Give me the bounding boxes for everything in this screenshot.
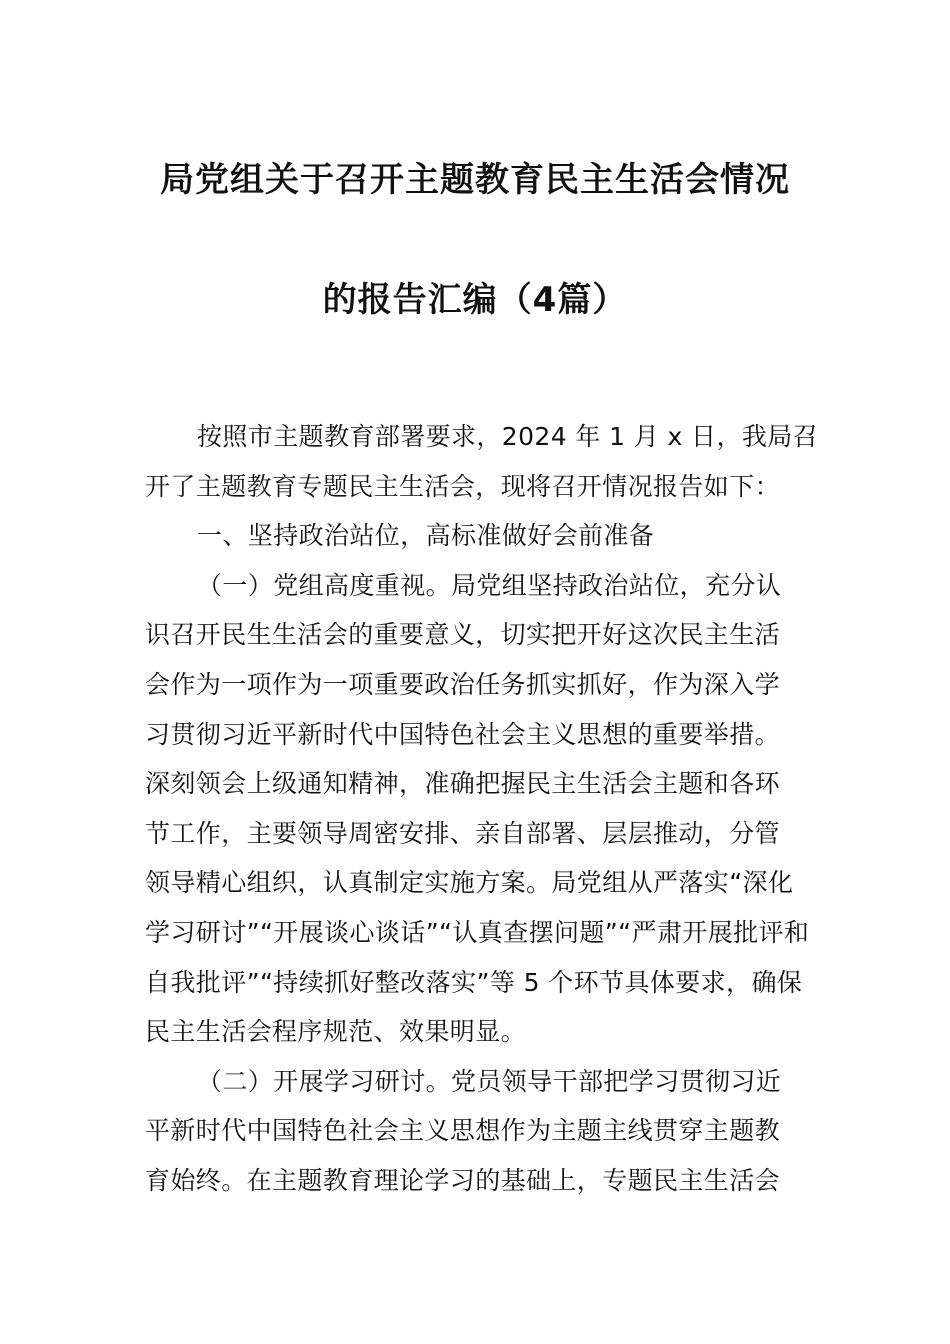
body-line: 会作为一项作为一项重要政治任务抓实抓好，作为深入学 <box>145 669 781 699</box>
body-line: 习贯彻习近平新时代中国特色社会主义思想的重要举措。 <box>145 719 781 749</box>
body-line: 领导精心组织，认真制定实施方案。局党组从严落实“深化 <box>145 868 794 898</box>
body-line: （二）开展学习研讨。党员领导干部把学习贯彻习近 <box>197 1066 782 1096</box>
body-line: 按照市主题教育部署要求，2024 年 1 月 x 日，我局召 <box>197 422 819 451</box>
body-line: 节工作，主要领导周密安排、亲自部署、层层推动，分管 <box>145 818 781 848</box>
body-line: 平新时代中国特色社会主义思想作为主题主线贯穿主题教 <box>145 1116 781 1146</box>
body-line: 民主生活会程序规范、效果明显。 <box>145 1017 527 1047</box>
body-line: 育始终。在主题教育理论学习的基础上，专题民主生活会 <box>145 1165 781 1195</box>
document-title-line-1: 局党组关于召开主题教育民主生活会情况 <box>160 160 790 200</box>
body-line: 自我批评”“持续抓好整改落实”等 5 个环节具体要求，确保 <box>145 967 803 997</box>
body-line: 开了主题教育专题民主生活会，现将召开情况报告如下： <box>145 471 781 501</box>
document-body <box>145 412 819 1206</box>
body-line: 学习研讨”“开展谈心谈话”“认真查摆问题”“严肃开展批评和 <box>145 917 810 947</box>
document-title-line-2: 的报告汇编（4篇） <box>322 280 628 320</box>
section-heading: 一、坚持政治站位，高标准做好会前准备 <box>197 521 655 551</box>
body-line: （一）党组高度重视。局党组坚持政治站位，充分认 <box>197 570 782 600</box>
body-line: 识召开民生生活会的重要意义，切实把开好这次民主生活 <box>145 620 781 650</box>
body-line: 深刻领会上级通知精神，准确把握民主生活会主题和各环 <box>145 769 781 799</box>
